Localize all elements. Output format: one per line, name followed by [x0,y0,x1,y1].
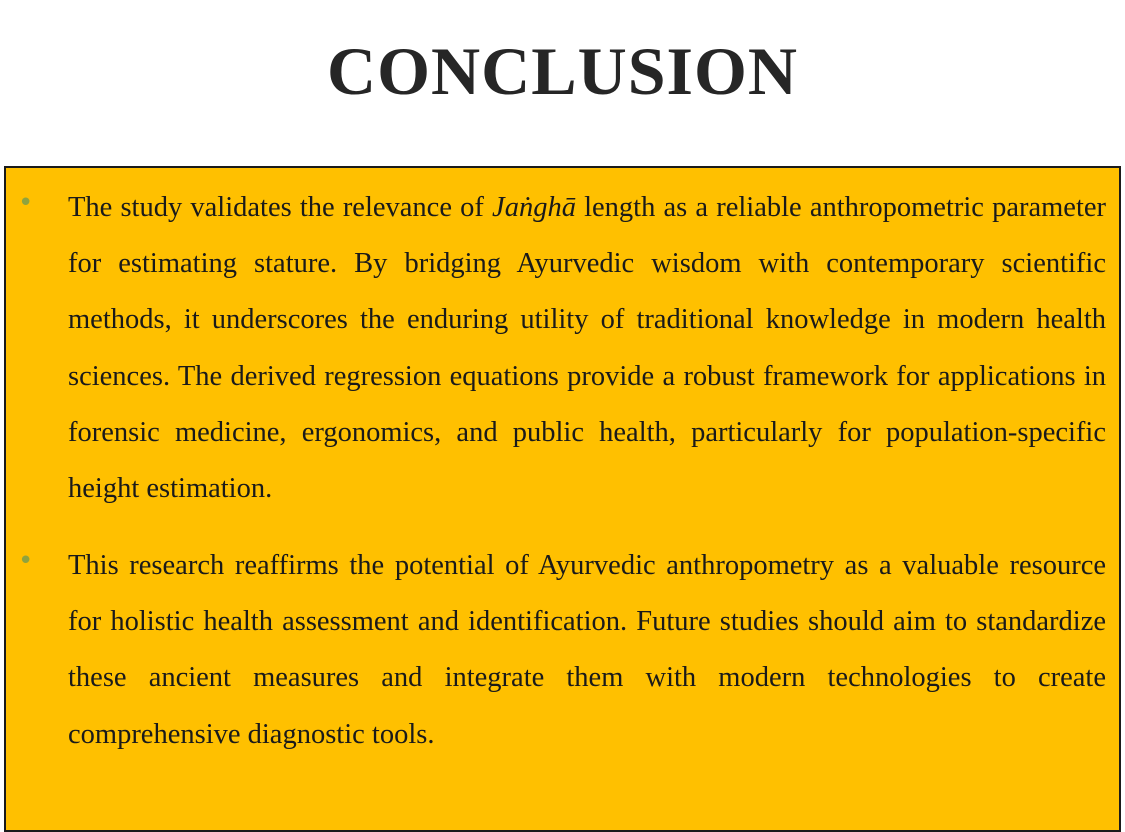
bullet-2-text: This research reaffirms the potential of Ayurvedic anthropometry as a valuable resource for holistic health assessment and identification. Future studies should aim to standardize these ancient measures and integrate them with modern technologies to create comprehensive diagnostic tools. [68,550,1106,750]
bullet-item-2 [18,538,1106,763]
bullet-1-emphasis: Jaṅghā [492,192,576,223]
bullet-1-text-before: The study validates the relevance of [68,192,493,223]
bullet-icon: • [18,546,34,576]
content-box [4,166,1121,832]
slide-title: CONCLUSION [327,33,798,109]
bullet-item-1 [18,180,1106,517]
bullet-1-text-after: length as a reliable anthropometric parameter for estimating stature. By bridging Ayurvedic wisdom with contemporary scientific methods, it underscores the enduring utility of traditional knowledge in modern health sciences. The derived regression equations provide a robust framework for applications in forensic medicine, ergonomics, and public health, particularly for population-specific height estimation. [68,192,1106,505]
bullet-icon: • [18,188,34,218]
